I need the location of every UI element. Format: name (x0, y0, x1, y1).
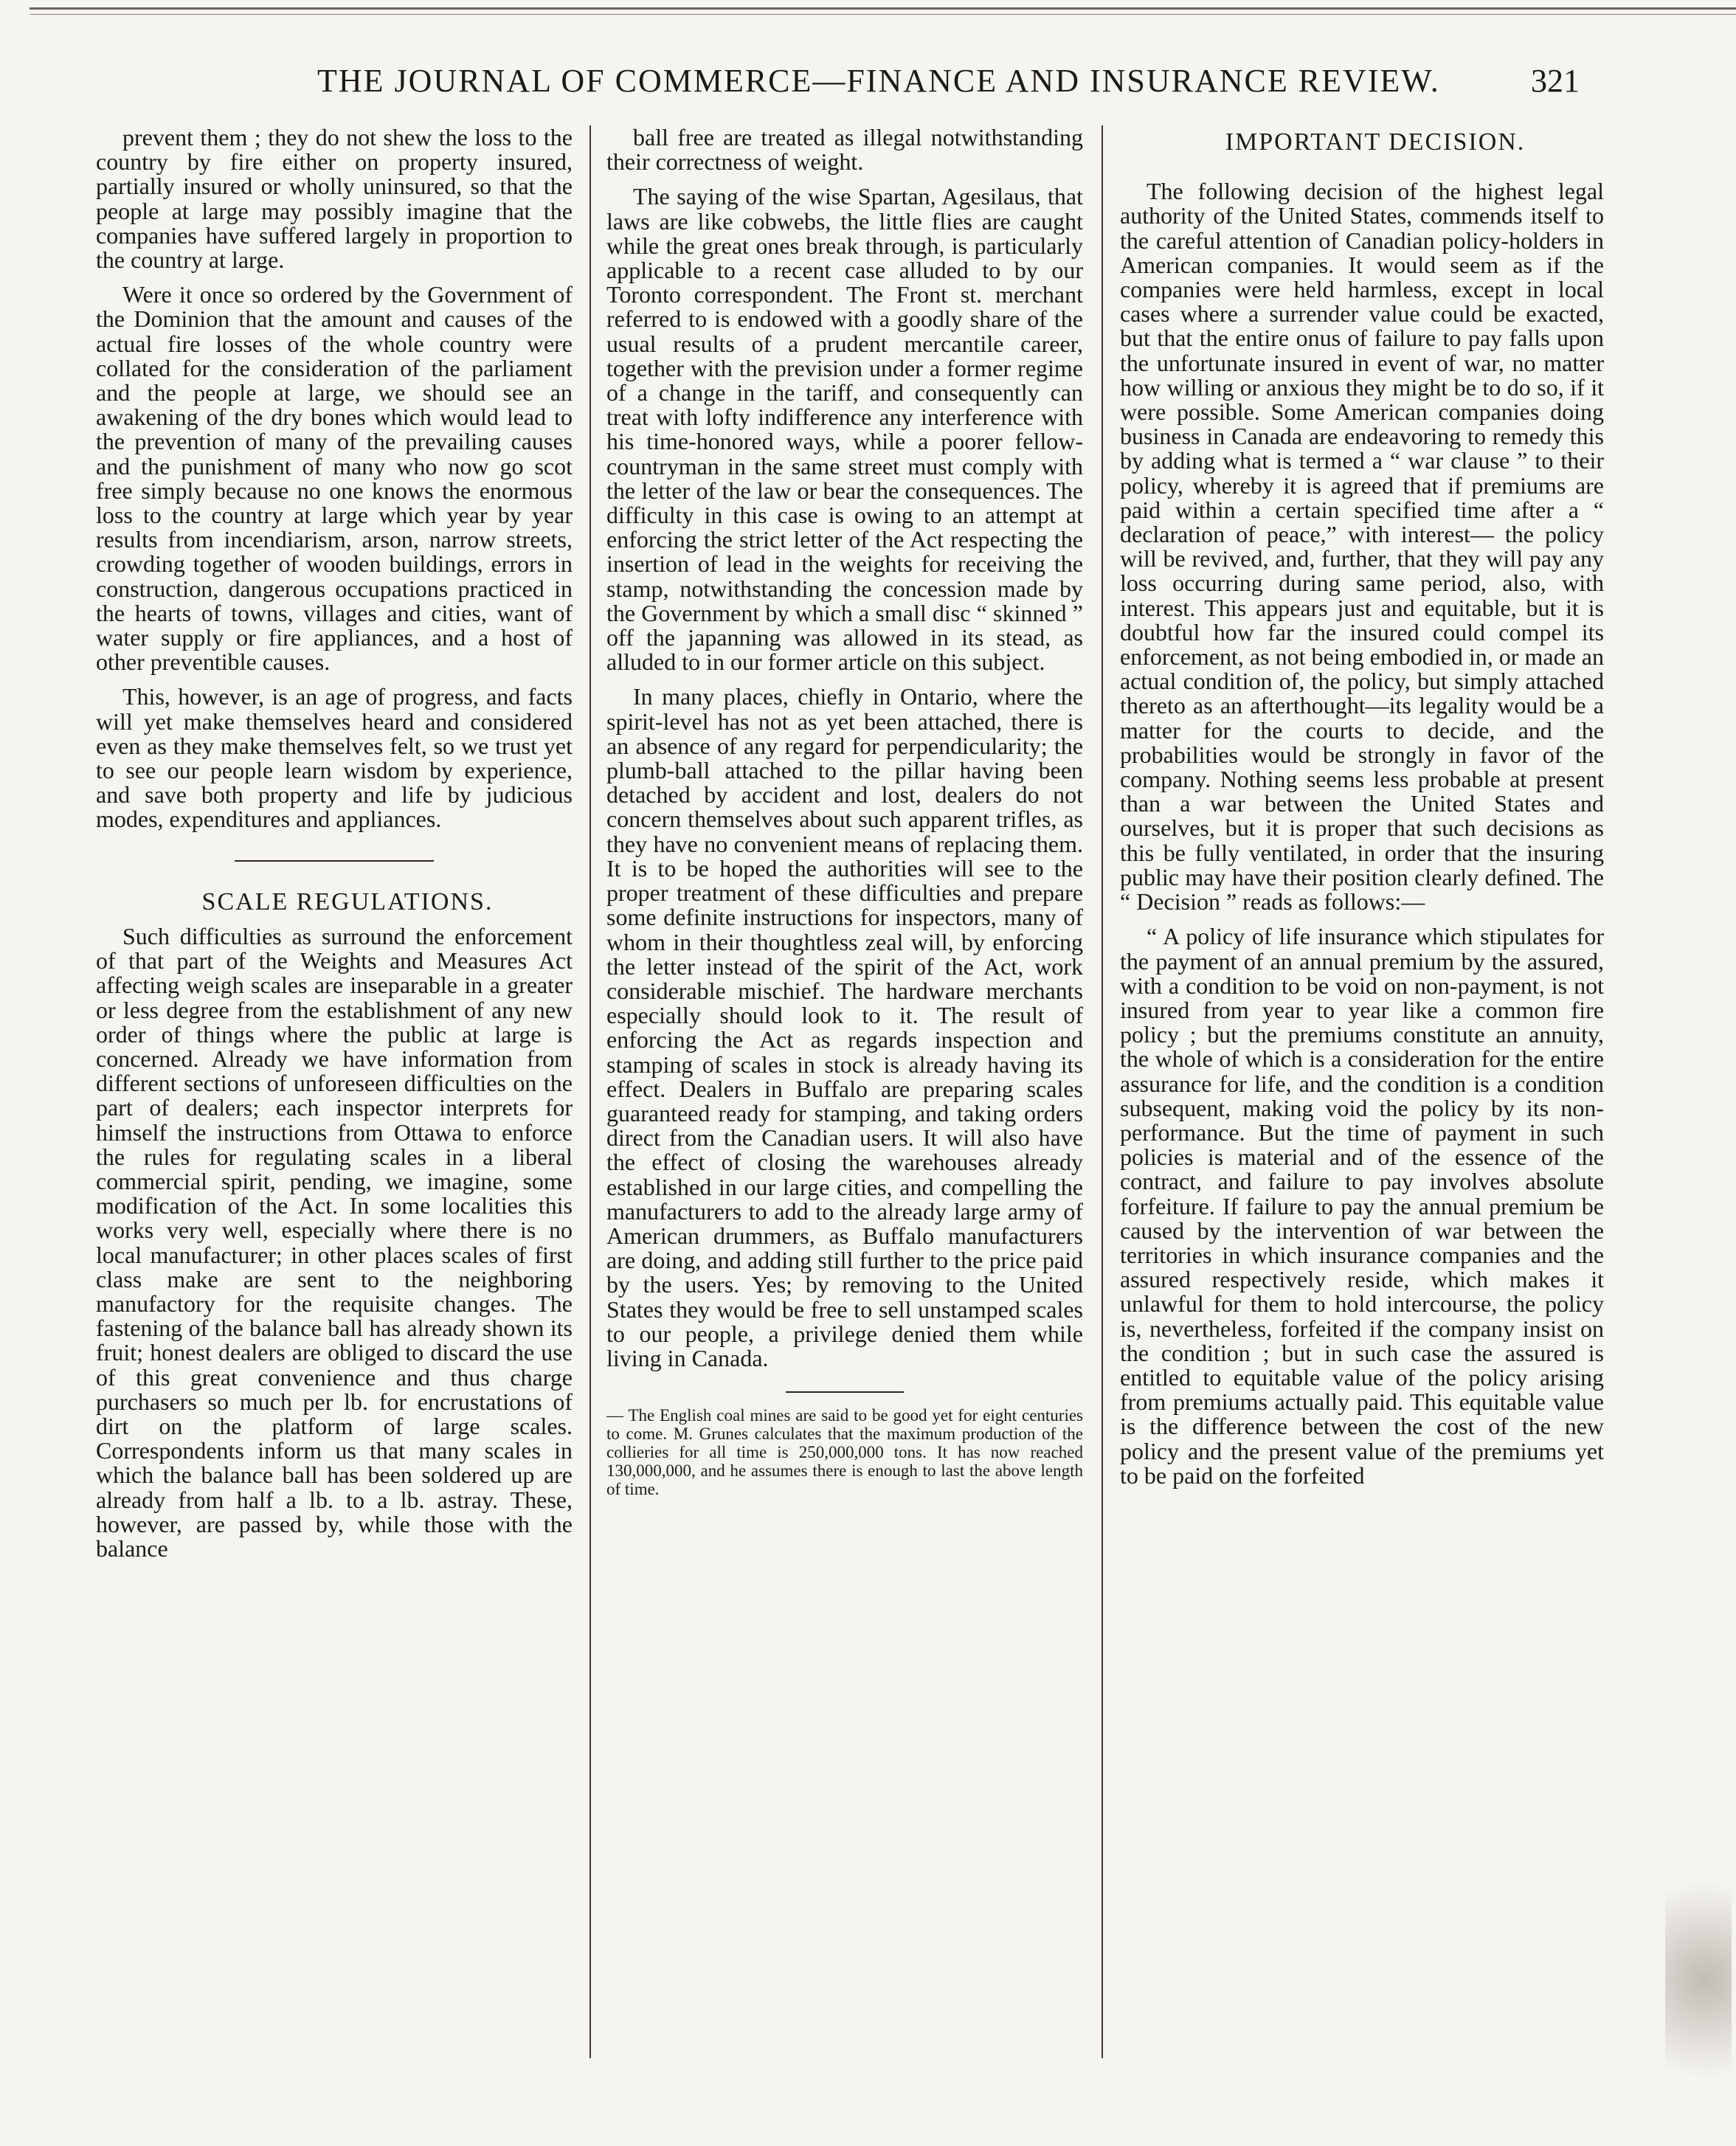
journal-title: THE JOURNAL OF COMMERCE—FINANCE AND INSURANCE REVIEW. (317, 63, 1440, 99)
paragraph: ball free are treated as illegal notwithstanding their correctness of weight. (606, 125, 1083, 176)
section-heading-scale-regulations: SCALE REGULATIONS. (201, 887, 494, 915)
paragraph: The saying of the wise Spartan, Agesilaus, that laws are like cobwebs, the little flies are caught while the great ones break through, is particularly applicable to a recent case alluded to by our Toronto correspondent. The Front st. merchant referred to is endowed with a goodly share of the usual results of a prudent mercantile career, together with the prevision under a former regime of a change in the tariff, and consequently can treat with lofty indifference any interference with his time-honored ways, while a poorer fellow-countryman in the same street must comply with the letter of the law or bear the consequences. The difficulty in this case is owing to an attempt at enforcing the strict letter of the Act respecting the insertion of lead in the weights for receiving the stamp, notwithstanding the concession made by the Government by which a small disc “ skinned ” off the japanning was allowed in its stead, as alluded to in our former article on this subject. (606, 183, 1083, 676)
column-divider (1102, 125, 1103, 2058)
column-1 (96, 125, 573, 2110)
page-header (0, 58, 1736, 109)
column-3 (1120, 125, 1604, 2110)
paper-stain (1665, 1874, 1732, 2139)
column-divider (589, 125, 591, 2058)
footnote-coal-mines: — The English coal mines are said to be good yet for eight centuries to come. M. Grunes calculates that the maximum production of the collieries for all time is 250,000,000 tons. It has now reached 130,000,000, and he assumes there is enough to last the above length of time. (606, 1406, 1083, 1499)
paragraph: Such difficulties as surround the enforcement of that part of the Weights and Measures Act affecting weigh scales are inseparable in a greater or less degree from the establishment of any new order of things where the public at large is concerned. Already we have information from different sections of unforeseen difficulties on the part of dealers; each inspector interprets for himself the instructions from Ottawa to enforce the rules for regulating scales in a liberal commercial spirit, pending, we imagine, some modification of the Act. In some localities this works very well, especially where there is no local manufacturer; in other places scales of first class make are sent to the neighboring manufactory for the requisite changes. The fastening of the balance ball has already shown its fruit; honest dealers are obliged to discard the use of this great convenience and thus charge purchasers so much per lb. for encrustations of dirt on the platform of large scales. Correspondents inform us that many scales in which the balance ball has been soldered up are already from half a lb. to a lb. astray. These, however, are passed by, while those with the balance (96, 922, 573, 1562)
footnote-rule (786, 1391, 904, 1393)
page-number: 321 (1531, 63, 1580, 99)
section-separator-rule (235, 860, 434, 862)
paragraph: The following decision of the highest legal authority of the United States, commends itself to the careful attention of Canadian policy-holders in American companies. It would seem as if the companies were held harmless, except in local cases where a surrender value could be exacted, but that the entire onus of failure to pay falls upon the unfortunate insured in event of war, no matter how willing or anxious they might be to do so, if it were possible. Some American companies doing business in Canada are endeavoring to remedy this by adding what is termed a “ war clause ” to their policy, whereby it is agreed that if premiums are paid within a certain specified time after a “ declaration of peace,” with interest— the policy will be revived, and, further, that they will pay any loss occurring during same period, also, with interest. This appears just and equitable, but it is doubtful how far the insured could compel its enforcement, as not being embodied in, or made an actual condition of, the policy, but simply attached thereto as an afterthought—its legality would be a matter for the courts to decide, and the probabilities would be strongly in favor of the company. Nothing seems less probable at present than a war between the United States and ourselves, but it is proper that such decisions as this be fully ventilated, in order that the insuring public may have their position clearly defined. The “ Decision ” reads as follows:— (1120, 178, 1604, 915)
top-border-rule (30, 7, 1736, 15)
paragraph: In many places, chiefly in Ontario, where the spirit-level has not as yet been attached, there is an absence of any regard for perpendicularity; the plumb-ball attached to the pillar having been detached by accident and lost, dealers do not concern themselves about such apparent trifles, as they have no convenient means of replacing them. It is to be hoped the authorities will see to the proper treatment of these difficulties and prepare some definite instructions for inspectors, many of whom in their thoughtless zeal will, by enforcing the letter instead of the spirit of the Act, work considerable mischief. The hardware merchants especially should look to it. The result of enforcing the Act as regards inspection and stamping of scales in stock is already having its effect. Dealers in Buffalo are preparing scales guaranteed ready for stamping, and taking orders direct from the Canadian users. It will also have the effect of closing the warehouses already established in our large cities, and compelling the manufacturers to add to the already large army of American drummers, as Buffalo manufacturers are doing, and adding still further to the price paid by the users. Yes; by removing to the United States they would be free to sell unstamped scales to our people, a privilege denied them while living in Canada. (606, 683, 1083, 1371)
section-heading-important-decision: IMPORTANT DECISION. (1225, 128, 1526, 156)
paragraph: “ A policy of life insurance which stipulates for the payment of an annual premium by the assured, with a condition to be void on non-payment, is not insured from year to year like a common fire policy ; but the premiums constitute an annuity, the whole of which is a consideration for the entire assurance for life, and the condition is a condition subsequent, making void the policy by its non-performance. But the time of payment in such policies is material and of the essence of the contract, and failure to pay involves absolute forfeiture. If failure to pay the annual premium be caused by the intervention of war between the territories in which insurance companies and the assured respectively reside, which makes it unlawful for them to hold intercourse, the policy is, nevertheless, forfeited if the company insist on the condition ; but in such case the assured is entitled to equitable value of the policy arising from premiums actually paid. This equitable value is the difference between the cost of the new policy and the present value of the premiums yet to be paid on the forfeited (1120, 923, 1604, 1489)
paragraph: Were it once so ordered by the Government of the Dominion that the amount and causes of the actual fire losses of the whole country were collated for the consideration of the parliament and the people at large, we should see an awakening of the dry bones which would lead to the prevention of many of the prevailing causes and the punishment of many who now go scot free simply because no one knows the enormous loss to the country at large which year by year results from incendiarism, arson, narrow streets, crowding together of wooden buildings, errors in construction, dangerous occupations practiced in the hearts of towns, villages and cities, want of water supply or fire appliances, and a host of other preventible causes. (96, 281, 573, 676)
paragraph: prevent them ; they do not shew the loss to the country by fire either on property insured, partially insured or wholly uninsured, so that the people at large may possibly imagine that the companies have suffered largely in proportion to the country at large. (96, 125, 573, 274)
paragraph: This, however, is an age of progress, and facts will yet make themselves heard and considered even as they make themselves felt, so we trust yet to see our people learn wisdom by experience, and save both property and life by judicious modes, expenditures and appliances. (96, 683, 573, 833)
column-2 (606, 125, 1083, 2110)
